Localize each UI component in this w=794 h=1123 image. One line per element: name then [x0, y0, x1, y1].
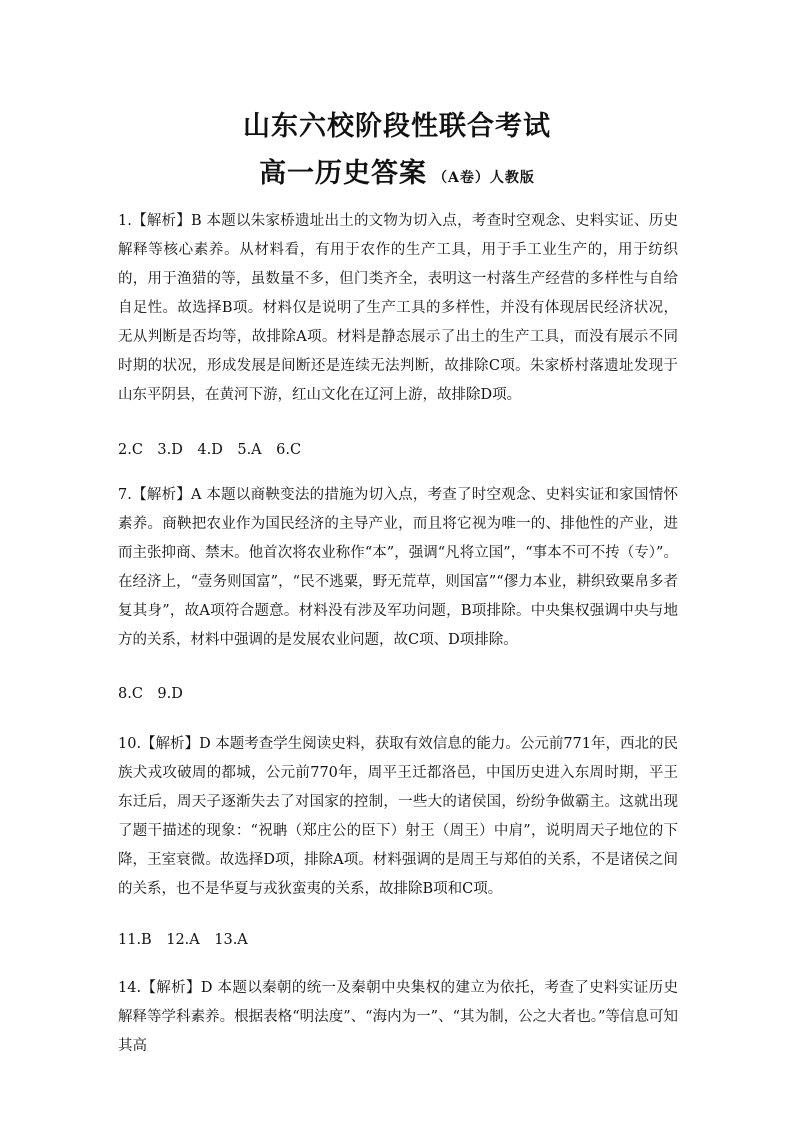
answer-list-text: 8.C 9.D — [118, 686, 183, 702]
document-subtitle — [0, 157, 794, 195]
answer-line-3 — [118, 926, 678, 955]
answer-line-2 — [118, 680, 678, 709]
title-main-text: 山东六校阶段性联合考试 — [243, 111, 551, 142]
paragraph-text: 10.【解析】D 本题考查学生阅读史料，获取有效信息的能力。公元前771年，西北的民族犬戎攻破周的都城，公元前770年，周平王迁都洛邑，中国历史进入东周时期，平王东迁后，周天子逐渐失去了对国家的控制，一些大的诸侯国，纷纷争做霸主。这就出现了题干描述的现象：“祝聃（郑庄公的臣下）射王（周王）中肩”，说明周天子地位的下降，王室衰微。故选择D项，排除A项。材料强调的是周王与郑伯的关系，不是诸侯之间的关系，也不是华夏与戎狄蛮夷的关系，故排除B项和C项。 — [118, 736, 678, 897]
paragraph-text: 14.【解析】D 本题以秦朝的统一及秦朝中央集权的建立为依托，考查了史料实证历史解释等学科素养。根据表格“明法度”、“海内为一”、“其为制，公之大者也。”等信息可知其高 — [118, 980, 678, 1054]
document-title — [0, 110, 794, 144]
answer-paragraph-3 — [118, 730, 678, 904]
version-label: （A卷）人教版 — [433, 170, 535, 186]
answer-line-1 — [118, 436, 678, 465]
answer-paragraph-2 — [118, 481, 678, 655]
answer-list-text: 2.C 3.D 4.D 5.A 6.C — [118, 442, 302, 458]
subtitle-text: 高一历史答案 — [259, 158, 428, 189]
answer-paragraph-4 — [118, 974, 678, 1061]
answer-list-text: 11.B 12.A 13.A — [118, 932, 248, 948]
paragraph-text: 1.【解析】B 本题以朱家桥遗址出土的文物为切入点，考查时空观念、史料实证、历史解释等核心素养。从材料看，有用于农作的生产工具，用于手工业生产的，用于纺织的，用于渔猎的等，虽数量不多，但门类齐全，表明这一村落生产经营的多样性与自给自足性。故选择B项。材料仅是说明了生产工具的多样性，并没有体现居民经济状况，无从判断是否均等，故排除A项。材料是静态展示了出土的生产工具，而没有展示不同时期的状况，形成发展是间断还是连续无法判断，故排除C项。朱家桥村落遗址发现于山东平阴县，在黄河下游，红山文化在辽河上游，故排除D项。 — [118, 213, 678, 403]
paragraph-text: 7.【解析】A 本题以商鞅变法的措施为切入点，考查了时空观念、史料实证和家国情怀素养。商鞅把农业作为国民经济的主导产业，而且将它视为唯一的、排他性的产业，进而主张抑商、禁末。他首次将农业称作“本”，强调“凡将立国”，“事本不可不抟（专）”。在经济上，“壹务则国富”，“民不逃粟，野无荒草，则国富”“僇力本业，耕织致粟帛多者复其身”，故A项符合题意。材料没有涉及军功问题，B项排除。中央集权强调中央与地方的关系，材料中强调的是发展农业问题，故C项、D项排除。 — [118, 487, 678, 648]
answer-paragraph-1 — [118, 207, 678, 410]
